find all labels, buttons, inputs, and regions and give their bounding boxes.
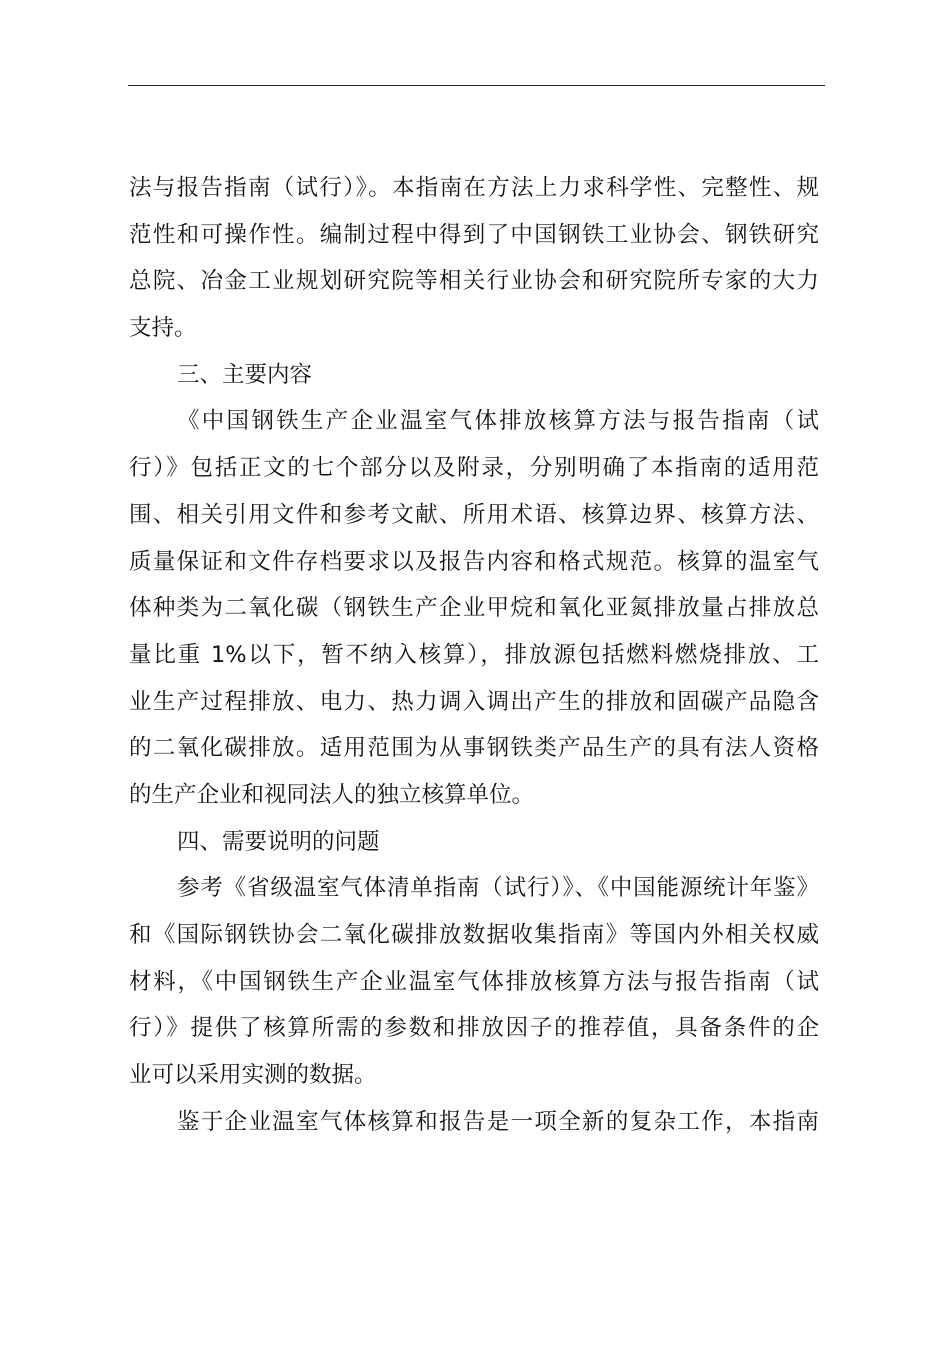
- paragraph-line: 和《国际钢铁协会二氧化碳排放数据收集指南》等国内外相关权威: [129, 922, 819, 948]
- section-heading-issues: [129, 819, 819, 866]
- paragraph-line: 行）》包括正文的七个部分以及附录，分别明确了本指南的适用范: [129, 455, 819, 482]
- paragraph-line: 体种类为二氧化碳（钢铁生产企业甲烷和氧化亚氮排放量占排放总: [129, 595, 819, 622]
- paragraph-line: 质量保证和文件存档要求以及报告内容和格式规范。核算的温室气: [129, 548, 819, 575]
- paragraph-main-content: [129, 398, 819, 818]
- paragraph-line: 参考《省级温室气体清单指南（试行）》、《中国能源统计年鉴》: [177, 875, 819, 902]
- paragraph-line: 总院、冶金工业规划研究院等相关行业协会和研究院所专家的大力: [129, 268, 819, 295]
- header-rule: [128, 85, 825, 86]
- section-heading-main-content: [129, 352, 819, 399]
- section-heading: 三、主要内容: [177, 361, 313, 388]
- paragraph-line: 支持。: [129, 315, 197, 342]
- paragraph-line: 范性和可操作性。编制过程中得到了中国钢铁工业协会、钢铁研究: [129, 221, 819, 248]
- paragraph-references: [129, 865, 819, 1098]
- paragraph-line: 《中国钢铁生产企业温室气体排放核算方法与报告指南（试: [177, 408, 819, 435]
- document-body: [129, 165, 819, 1145]
- paragraph-line: 鉴于企业温室气体核算和报告是一项全新的复杂工作，本指南: [177, 1108, 819, 1135]
- paragraph-line: 围、相关引用文件和参考文献、所用术语、核算边界、核算方法、: [129, 501, 819, 528]
- section-heading: 四、需要说明的问题: [177, 828, 380, 855]
- paragraph-line: 行）》提供了核算所需的参数和排放因子的推荐值，具备条件的企: [129, 1015, 819, 1042]
- paragraph-line: 的生产企业和视同法人的独立核算单位。: [129, 781, 535, 808]
- paragraph-line: 的二氧化碳排放。适用范围为从事钢铁类产品生产的具有法人资格: [129, 735, 819, 762]
- paragraph-line: 量比重 1%以下，暂不纳入核算），排放源包括燃料燃烧排放、工: [129, 641, 819, 668]
- paragraph-line: 法与报告指南（试行）》。本指南在方法上力求科学性、完整性、规: [129, 175, 819, 201]
- paragraph-line: 材料，《中国钢铁生产企业温室气体排放核算方法与报告指南（试: [129, 968, 819, 995]
- paragraph-continuation: [129, 165, 819, 352]
- paragraph-note: [129, 1099, 819, 1146]
- paragraph-line: 业生产过程排放、电力、热力调入调出产生的排放和固碳产品隐含: [129, 688, 819, 715]
- paragraph-line: 业可以采用实测的数据。: [129, 1062, 377, 1089]
